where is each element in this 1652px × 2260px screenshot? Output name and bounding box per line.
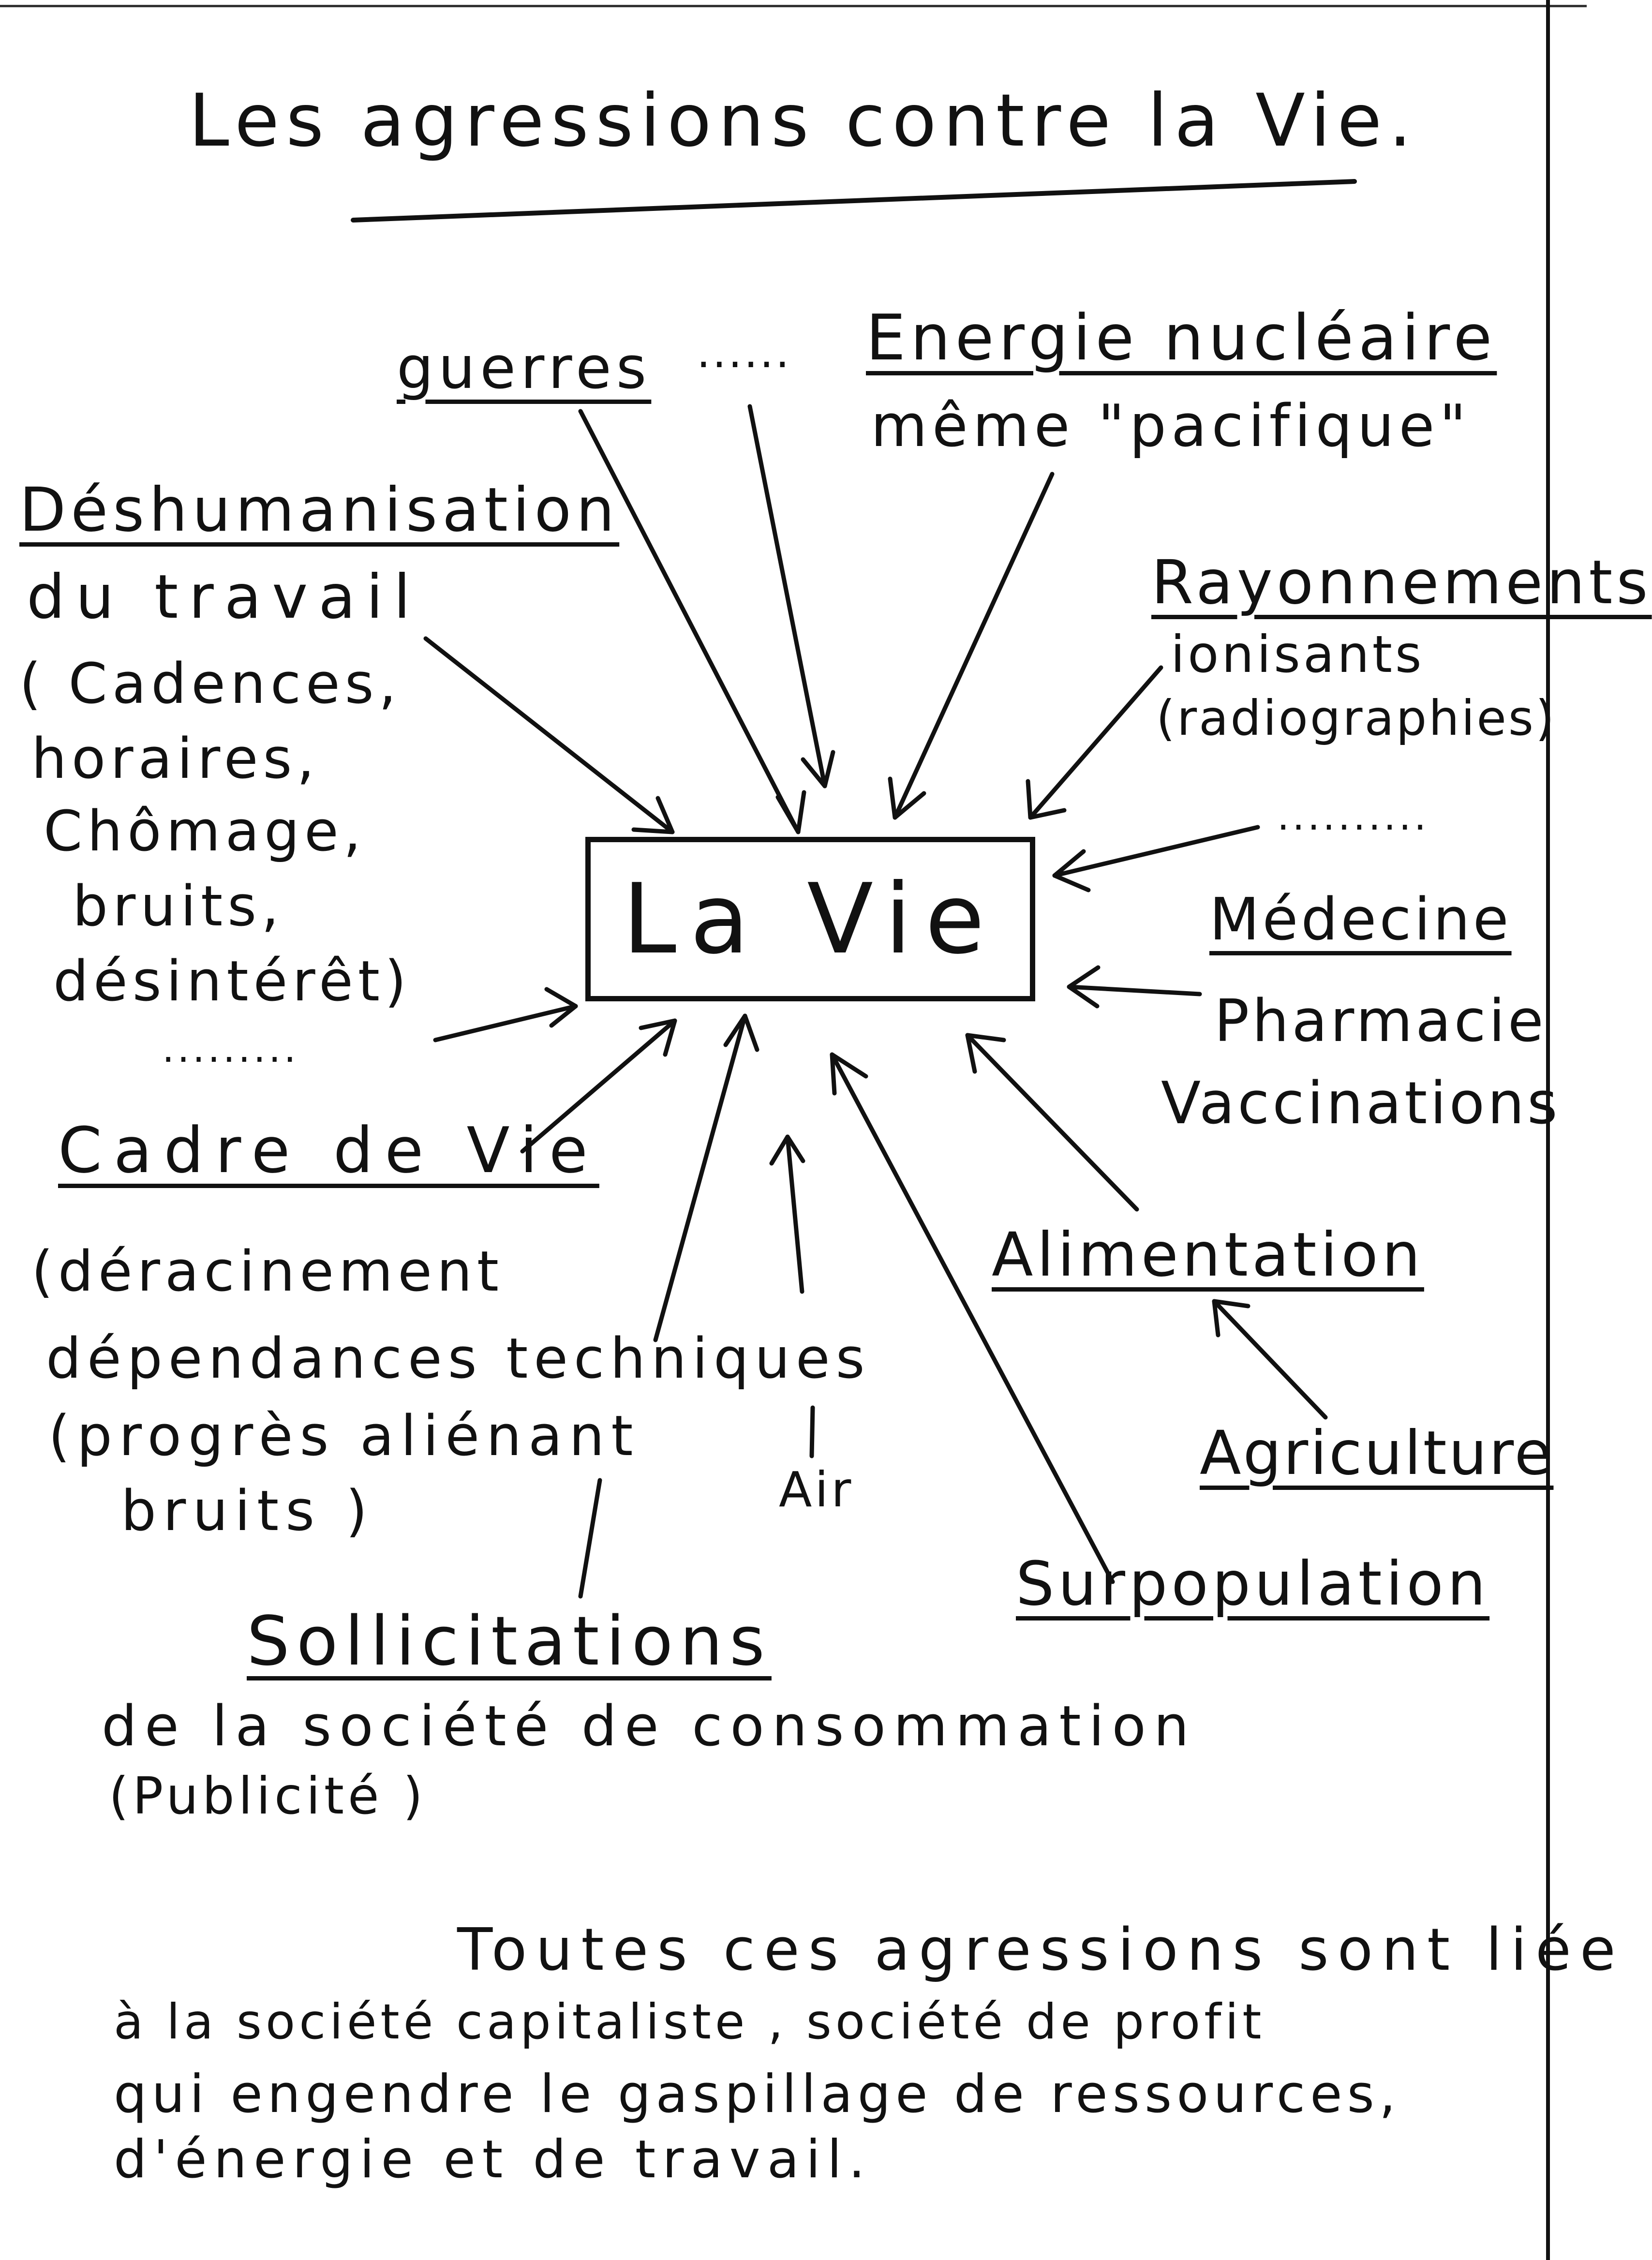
node-energie: Energie nucléaire [866, 301, 1497, 374]
cadre-line-3: (progrès aliénant [48, 1404, 640, 1469]
deshum-line-6: désintérêt) [53, 949, 411, 1014]
arrow-guerres-dots [750, 406, 833, 786]
center-box [585, 837, 1035, 1001]
node-cadre-de-vie: Cadre de Vie [58, 1114, 599, 1187]
conclusion-line-1: Toutes ces agressions sont liée [457, 1917, 1624, 1984]
center-label: La Vie [622, 862, 998, 976]
arrow-cadre-techniques [655, 1016, 757, 1340]
deshum-line-3: horaires, [31, 727, 319, 791]
deshum-line-1: du travail [27, 562, 421, 632]
arrow-left-dots [435, 989, 576, 1040]
conclusion-line-3: qui engendre le gaspillage de ressources, [114, 2064, 1401, 2125]
page-title: Les agressions contre la Vie. [189, 79, 1419, 163]
sollicitations-line-1: de la société de consommation [102, 1694, 1197, 1759]
deshum-line-4: Chômage, [44, 799, 366, 864]
right-dots: .......... [1277, 794, 1429, 839]
node-surpopulation: Surpopulation [1016, 1549, 1490, 1619]
cadre-line-2: dépendances techniques [46, 1326, 871, 1391]
arrow-energie [890, 474, 1052, 818]
arrow-right-dots [1055, 827, 1258, 890]
node-rayonnements: Rayonnements [1151, 548, 1652, 618]
node-alimentation: Alimentation [992, 1220, 1424, 1290]
node-air: Air [779, 1461, 854, 1518]
conclusion-line-2: à la société capitaliste , société de profit [114, 1993, 1265, 2050]
node-sollicitations: Sollicitations [247, 1602, 772, 1681]
arrow-air [772, 1137, 813, 1456]
rayonnements-line-1: ionisants [1171, 625, 1425, 684]
node-agriculture: Agriculture [1200, 1418, 1554, 1488]
arrow-deshumanisation [426, 639, 672, 832]
node-medecine: Médecine [1209, 886, 1512, 953]
deshum-line-5: bruits, [73, 874, 284, 939]
node-guerres-dots: ...... [697, 327, 791, 378]
conclusion-line-4: d'énergie et de travail. [114, 2129, 872, 2190]
left-dots: ......... [162, 1026, 299, 1071]
arrow-rayonnements [1028, 668, 1161, 818]
node-vaccinations: Vaccinations [1161, 1070, 1561, 1137]
sollicitations-line-2: (Publicité ) [109, 1767, 427, 1826]
node-guerres: guerres [397, 335, 652, 402]
node-deshumanisation: Déshumanisation [19, 475, 620, 545]
arrow-agriculture [1214, 1301, 1325, 1417]
title-underline [353, 181, 1354, 220]
arrow-alimentation [967, 1035, 1137, 1209]
node-pharmacie: Pharmacie [1214, 988, 1547, 1055]
cadre-line-4: bruits ) [121, 1479, 374, 1544]
arrow-sollicitations [580, 1480, 600, 1596]
node-energie-sub: même "pacifique" [871, 393, 1471, 460]
arrow-surpopulation [832, 1055, 1113, 1582]
rayonnements-line-2: (radiographies) [1156, 690, 1556, 746]
cadre-line-1: (déracinement [31, 1239, 504, 1304]
arrow-medecine [1069, 967, 1200, 1006]
deshum-line-2: ( Cadences, [19, 652, 402, 716]
